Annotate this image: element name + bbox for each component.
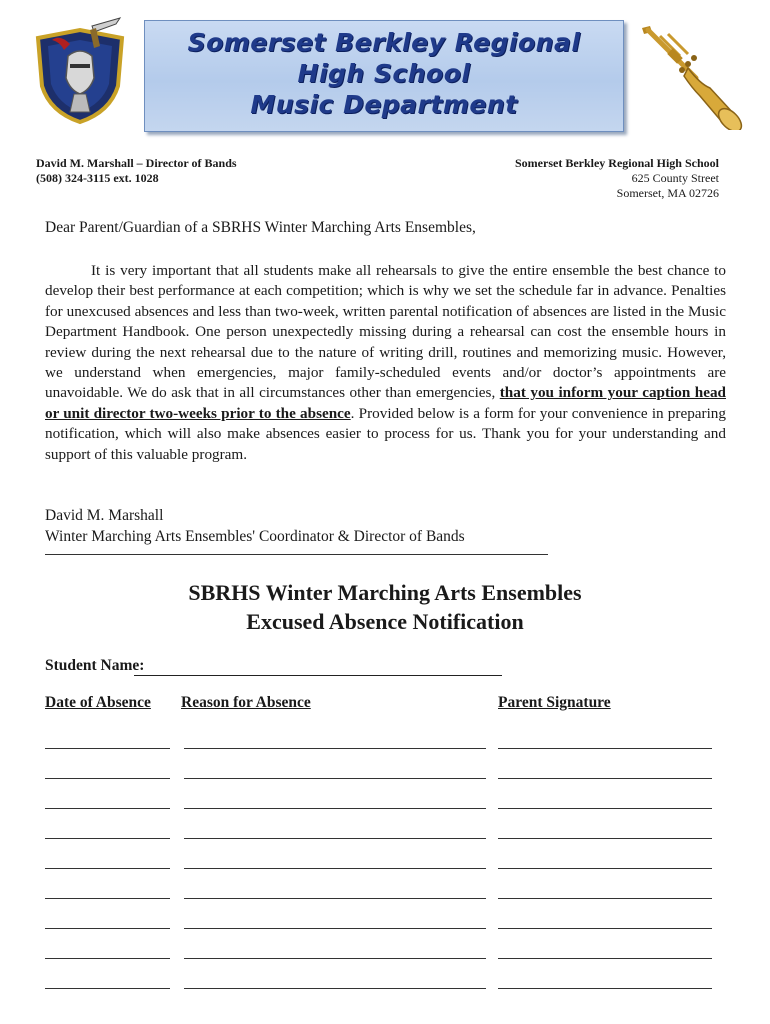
- director-contact: [36, 156, 237, 186]
- signature-name: David M. Marshall: [45, 507, 164, 524]
- reason-field[interactable]: [184, 748, 486, 749]
- date-field[interactable]: [45, 808, 170, 809]
- reason-field[interactable]: [184, 988, 486, 989]
- date-field[interactable]: [45, 928, 170, 929]
- school-name: Somerset Berkley Regional High School: [515, 156, 719, 170]
- date-field[interactable]: [45, 868, 170, 869]
- banner-line-2: High School: [297, 59, 471, 88]
- signature-field[interactable]: [498, 748, 712, 749]
- column-header-date: Date of Absence: [45, 694, 151, 711]
- header-banner: [144, 20, 624, 132]
- reason-field[interactable]: [184, 838, 486, 839]
- date-field[interactable]: [45, 778, 170, 779]
- date-field[interactable]: [45, 838, 170, 839]
- signature-title: Winter Marching Arts Ensembles' Coordinator & Director of Bands: [45, 528, 465, 545]
- reason-field[interactable]: [184, 868, 486, 869]
- reason-field[interactable]: [184, 958, 486, 959]
- signature-field[interactable]: [498, 808, 712, 809]
- school-street: 625 County Street: [631, 171, 719, 185]
- student-name-field[interactable]: [134, 675, 502, 676]
- section-divider: [45, 554, 548, 555]
- letter-body-text-1: It is very important that all students make all rehearsals to give the entire ensemble the best chance to develop their best performance at each competition; which is why we set the schedule far in advance. Penalties for unexcused absences and less than two-week, written parental notification of absences are listed in the Music Department Handbook. One person unexpectedly missing during a rehearsal can cost the ensemble hours in review during the next rehearsal due to the nature of writing drill, routines and memorizing music. However, we understand when emergencies, major family-scheduled events and/or doctor’s appointments are unavoidable. We do ask that in all circumstances other than emergencies,: [45, 262, 726, 402]
- date-field[interactable]: [45, 988, 170, 989]
- signature-field[interactable]: [498, 988, 712, 989]
- trumpet-icon: [638, 22, 746, 130]
- signature-field[interactable]: [498, 928, 712, 929]
- date-field[interactable]: [45, 898, 170, 899]
- director-phone: (508) 324-3115 ext. 1028: [36, 171, 159, 185]
- signature-field[interactable]: [498, 958, 712, 959]
- reason-field[interactable]: [184, 808, 486, 809]
- column-header-reason: Reason for Absence: [181, 694, 311, 711]
- column-header-signature: Parent Signature: [498, 694, 611, 711]
- letter-body: [45, 261, 726, 465]
- date-field[interactable]: [45, 748, 170, 749]
- date-field[interactable]: [45, 958, 170, 959]
- reason-field[interactable]: [184, 898, 486, 899]
- student-name-label: Student Name:: [45, 657, 145, 674]
- signature-field[interactable]: [498, 778, 712, 779]
- signature-field[interactable]: [498, 868, 712, 869]
- form-title: [0, 578, 770, 636]
- signature-field[interactable]: [498, 838, 712, 839]
- banner-line-1: Somerset Berkley Regional: [187, 28, 581, 57]
- letter-salutation: Dear Parent/Guardian of a SBRHS Winter Marching Arts Ensembles,: [45, 219, 476, 236]
- school-city: Somerset, MA 02726: [616, 186, 719, 200]
- form-title-line-2: Excused Absence Notification: [246, 609, 524, 634]
- letter-body-emphasis: that you inform your caption head or unit director two-weeks prior to the absence: [45, 384, 726, 422]
- signature-field[interactable]: [498, 898, 712, 899]
- form-title-line-1: SBRHS Winter Marching Arts Ensembles: [188, 580, 582, 605]
- reason-field[interactable]: [184, 778, 486, 779]
- knight-shield-logo-icon: [30, 16, 130, 126]
- director-name: David M. Marshall – Director of Bands: [36, 156, 237, 170]
- banner-line-3: Music Department: [250, 90, 518, 119]
- reason-field[interactable]: [184, 928, 486, 929]
- letter-signature: [45, 505, 465, 547]
- letter-body-text-2: . Provided below is a form for your convenience in preparing notification, which will also make absences easier to process for us. Thank you for your understanding and support of this valuable program.: [45, 404, 726, 463]
- school-address: [515, 156, 719, 201]
